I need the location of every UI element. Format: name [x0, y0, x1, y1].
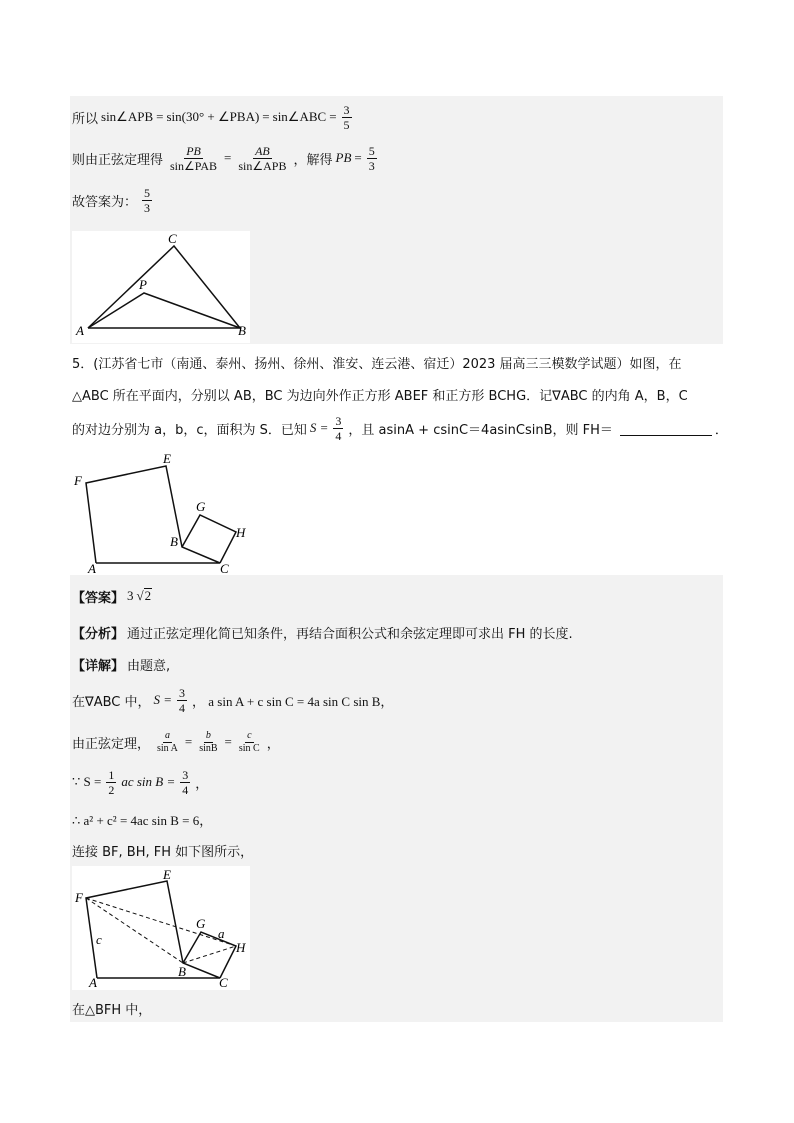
label-C: C	[220, 561, 229, 576]
fraction: $\frac{PB}{\text{sin∠PAB}}$	[170, 143, 218, 173]
detail-line-6: 在△BFH 中，	[72, 1002, 152, 1018]
text: 所以	[72, 111, 99, 127]
detail-line-1: 在∇ABC 中， S = $\frac{3}{4}$ ， a sin A + c sin C = 4a sin C sin B，	[72, 685, 394, 715]
squares-figure-2	[72, 451, 252, 576]
fraction: $\frac{5}{3}$	[368, 143, 375, 173]
question-5-line-1: 5．(江苏省七市（南通、泰州、扬州、徐州、淮安、连云港、宿迁）2023 届高三三模数学试题）如图，在	[72, 356, 682, 372]
fraction: $\frac{AB}{\text{sin∠APB}}$	[238, 143, 287, 173]
fraction: $\frac{b}{\sin B}$	[199, 729, 218, 754]
label-A: A	[89, 975, 97, 990]
fraction: $\frac{a}{\text{sin A}}$	[157, 729, 178, 754]
detail-line-4: ∴ a² + c² = 4ac sin B = 6，	[72, 812, 213, 828]
solution-line-3: 故答案为： $\frac{5}{3}$	[72, 185, 151, 215]
fraction: $\frac{1}{2}$	[108, 767, 115, 797]
solution-line-1: 所以 sin∠APB = sin(30° + ∠PBA) = sin∠ABC = $\frac{3}{5}$	[72, 102, 350, 132]
fraction: $\frac{3}{5}$	[343, 102, 350, 132]
detail-line-2: 由正弦定理， $\frac{a}{\text{sin A}}$ = $\frac{b}{\sin B}$ = $\frac{c}{\text{sin C}}$ ，	[72, 729, 280, 754]
detail-line-5: 连接 BF, BH, FH 如下图所示，	[72, 844, 254, 860]
squares-figure-3	[72, 866, 250, 990]
label-E: E	[163, 451, 171, 466]
question-5-line-2: △ABC 所在平面内，分别以 AB，BC 为边向外作正方形 ABEF 和正方形 BCHG．记∇ABC 的内角 A，B，C	[72, 388, 688, 404]
triangle-figure-1	[72, 231, 250, 343]
label-F: F	[75, 890, 83, 905]
fraction: $\frac{3}{4}$	[182, 767, 189, 797]
analysis-line: 【分析】 通过正弦定理化简已知条件，再结合面积公式和余弦定理即可求出 FH 的长度.	[72, 626, 573, 642]
fraction: $\frac{5}{3}$	[144, 185, 151, 215]
label-G: G	[196, 916, 206, 931]
label-G: G	[196, 499, 206, 514]
sqrt: √ 2	[136, 588, 152, 603]
label-a: a	[218, 926, 225, 941]
fraction: $\frac{3}{4}$	[179, 685, 186, 715]
label-C: C	[168, 231, 177, 246]
label-B: B	[178, 964, 186, 979]
label-B: B	[170, 534, 178, 549]
label-B: B	[238, 323, 246, 338]
label-A: A	[88, 561, 96, 576]
label-c: c	[96, 932, 102, 947]
label-E: E	[163, 867, 171, 882]
detail-line-3: ∵ S = $\frac{1}{2}$ ac sin B = $\frac{3}{4}$ ，	[72, 767, 209, 797]
answer-line: 【答案】 3 √ 2	[72, 588, 152, 606]
fraction: $\frac{3}{4}$	[335, 413, 342, 443]
label-F: F	[74, 473, 82, 488]
label-C: C	[219, 975, 228, 990]
fraction: $\frac{c}{\text{sin C}}$	[238, 729, 260, 754]
answer-blank	[620, 421, 712, 436]
detail-line: 【详解】 由题意,	[72, 658, 171, 674]
label-A: A	[76, 323, 84, 338]
label-H: H	[236, 940, 246, 955]
label-H: H	[236, 525, 246, 540]
solution-line-2: 则由正弦定理得 $\frac{PB}{\text{sin∠PAB}}$ = $\frac{AB}{\text{sin∠APB}}$ ，解得 PB = $\frac{5}{3}$	[72, 143, 375, 173]
label-P: P	[139, 277, 147, 292]
question-5-line-3: 的对边分别为 a，b，c，面积为 S．已知 S = $\frac{3}{4}$ ，且 asinA + csinC＝4asinCsinB，则 FH＝ ．	[72, 413, 728, 443]
